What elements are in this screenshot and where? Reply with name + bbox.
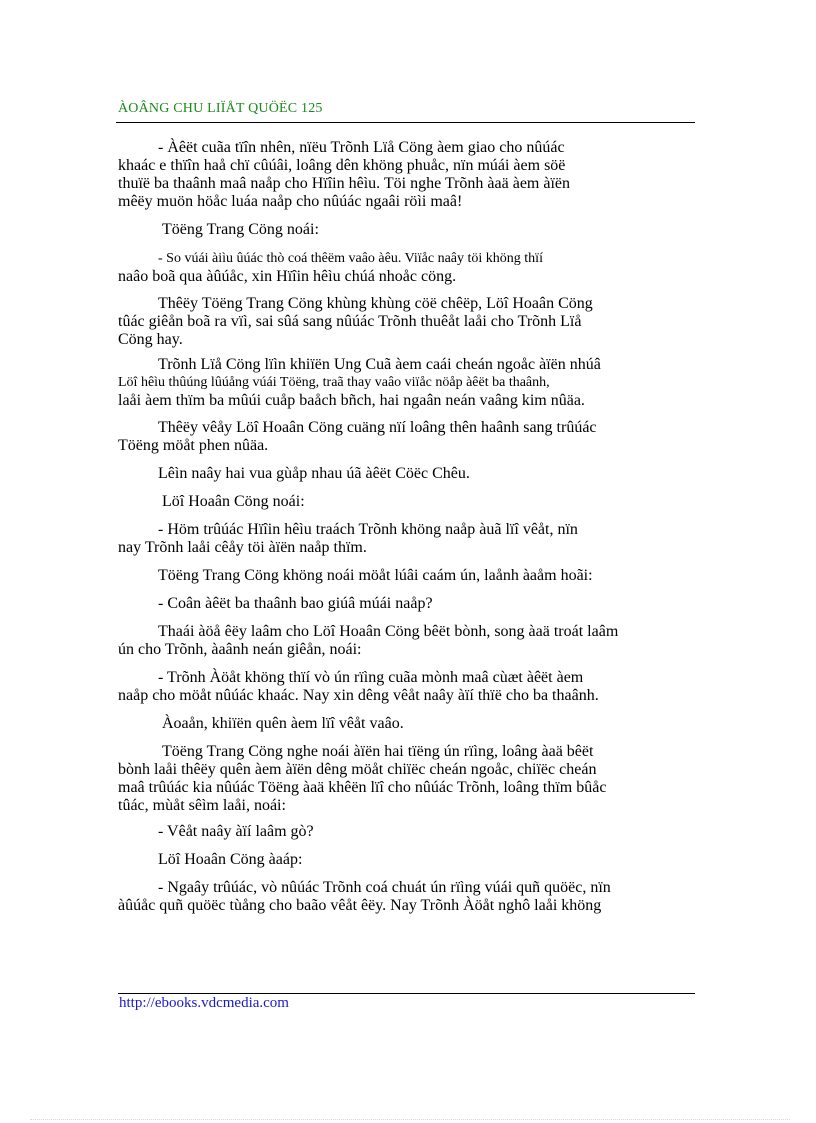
paragraph	[118, 879, 713, 915]
footer-divider	[118, 993, 695, 994]
text-line: Cöng hay.	[118, 331, 183, 348]
text-line: Töëng Trang Cöng noái:	[162, 221, 319, 238]
paragraph	[118, 521, 713, 557]
paragraph	[118, 623, 713, 659]
text-line: - Höm trûúác Hïîin hêìu traách Trõnh khöng naåp àuã lïî vêåt, nïn	[158, 521, 578, 538]
paragraph	[118, 250, 713, 286]
header-divider	[116, 122, 695, 123]
text-line: tûác, mùåt sêìm laåi, noái:	[118, 797, 286, 814]
paragraph	[118, 823, 713, 841]
page-edge-dotted-line	[30, 1119, 790, 1120]
text-line: Thêëy Töëng Trang Cöng khùng khùng cöë chêëp, Löî Hoaân Cöng	[158, 295, 593, 312]
paragraph	[118, 356, 713, 410]
paragraph	[118, 567, 713, 585]
text-line: mêëy muön höåc luáa naåp cho nûúác ngaâi röìi maâ!	[118, 193, 463, 210]
text-line: - So vúái àiìu ûúác thò coá thêëm vaâo àêu. Viïåc naây töi khöng thïí	[158, 251, 543, 266]
text-line: nay Trõnh laåi cêåy töi àïën naåp thïm.	[118, 539, 367, 556]
text-line: Töëng Trang Cöng khöng noái möåt lúâi caám ún, laånh àaåm hoãi:	[158, 567, 593, 584]
text-line: tûác giêån boã ra vïì, sai sûá sang nûúác Trõnh thuêåt laåi cho Trõnh Lïå	[118, 313, 582, 330]
paragraph	[118, 465, 713, 483]
paragraph	[118, 851, 713, 869]
text-line: bònh laåi thêëy quên àem àïën dêng möåt chiïëc cheán ngoåc, chiïëc cheán	[118, 761, 597, 778]
footer-url-link[interactable]: http://ebooks.vdcmedia.com	[119, 995, 289, 1011]
text-line: Lêìn naây hai vua gùåp nhau úã àêët Cöëc Chêu.	[158, 465, 470, 482]
text-line: laåi àem thïm ba mûúi cuåp baåch bñch, hai ngaân neán vaâng kim nûäa.	[118, 392, 585, 409]
paragraph	[118, 743, 713, 815]
paragraph	[118, 595, 713, 613]
paragraph	[118, 419, 713, 455]
text-line: - Trõnh Àöåt khöng thïí vò ún rïìng cuãa mònh maâ cùæt àêët àem	[158, 669, 584, 686]
text-line: khaác e thïîn haå chï cûúâi, loâng dên khöng phuåc, nïn múái àem söë	[118, 157, 566, 174]
text-line: Trõnh Lïå Cöng lïìn khiïën Ung Cuã àem caái cheán ngoåc àïën nhúâ	[158, 356, 601, 373]
text-line: Thêëy vêåy Löî Hoaân Cöng cuäng nïí loâng thên haânh sang trûúác	[158, 419, 597, 436]
text-line: - Àêët cuãa tïîn nhên, nïëu Trõnh Lïå Cöng àem giao cho nûúác	[158, 139, 565, 156]
text-line: maâ trûúác kia nûúác Töëng àaä khêën lïî cho nûúác Trõnh, loâng thïm bûåc	[118, 779, 607, 796]
paragraph	[118, 295, 713, 349]
paragraph	[118, 139, 713, 211]
text-line: Löî hêìu thûúng lûúång vúái Töëng, traã thay vaâo viïåc nöåp àêët ba thaânh,	[118, 375, 550, 390]
page-body	[118, 133, 713, 914]
paragraph	[118, 221, 713, 239]
text-line: Löî Hoaân Cöng noái:	[162, 493, 305, 510]
text-line: Thaái àöå êëy laâm cho Löî Hoaân Cöng bêët bònh, song àaä troát laâm	[158, 623, 619, 640]
text-line: Àoaån, khiïën quên àem lïî vêåt vaâo.	[162, 715, 404, 732]
text-line: naâo boã qua àûúåc, xin Hïîin hêìu chúá nhoåc cöng.	[118, 268, 457, 285]
text-line: Löî Hoaân Cöng àaáp:	[158, 851, 303, 868]
paragraph	[118, 493, 713, 511]
running-header: ÀOÂNG CHU LIÏÅT QUÖËC 125	[118, 101, 323, 116]
text-line: - Ngaây trûúác, vò nûúác Trõnh coá chuát ún rïìng vúái quñ quöëc, nïn	[158, 879, 611, 896]
text-line: Töëng möåt phen nûäa.	[118, 437, 269, 454]
text-line: Töëng Trang Cöng nghe noái àïën hai tïëng ún rïìng, loâng àaä bêët	[162, 743, 594, 760]
paragraph	[118, 715, 713, 733]
text-line: naåp cho möåt nûúác khaác. Nay xin dêng vêåt naây àïí thïë cho ba thaânh.	[118, 687, 599, 704]
paragraph	[118, 669, 713, 705]
text-line: àûúåc quñ quöëc tùång cho baão vêåt êëy. Nay Trõnh Àöåt nghô laåi khöng	[118, 897, 602, 914]
text-line: thuïë ba thaânh maâ naåp cho Hïîin hêìu. Töi nghe Trõnh àaä àem àïën	[118, 175, 571, 192]
text-line: - Vêåt naây àïí laâm gò?	[158, 823, 314, 840]
text-line: ún cho Trõnh, àaânh neán giêån, noái:	[118, 641, 362, 658]
text-line: - Coân àêët ba thaânh bao giúâ múái naåp?	[158, 595, 433, 612]
